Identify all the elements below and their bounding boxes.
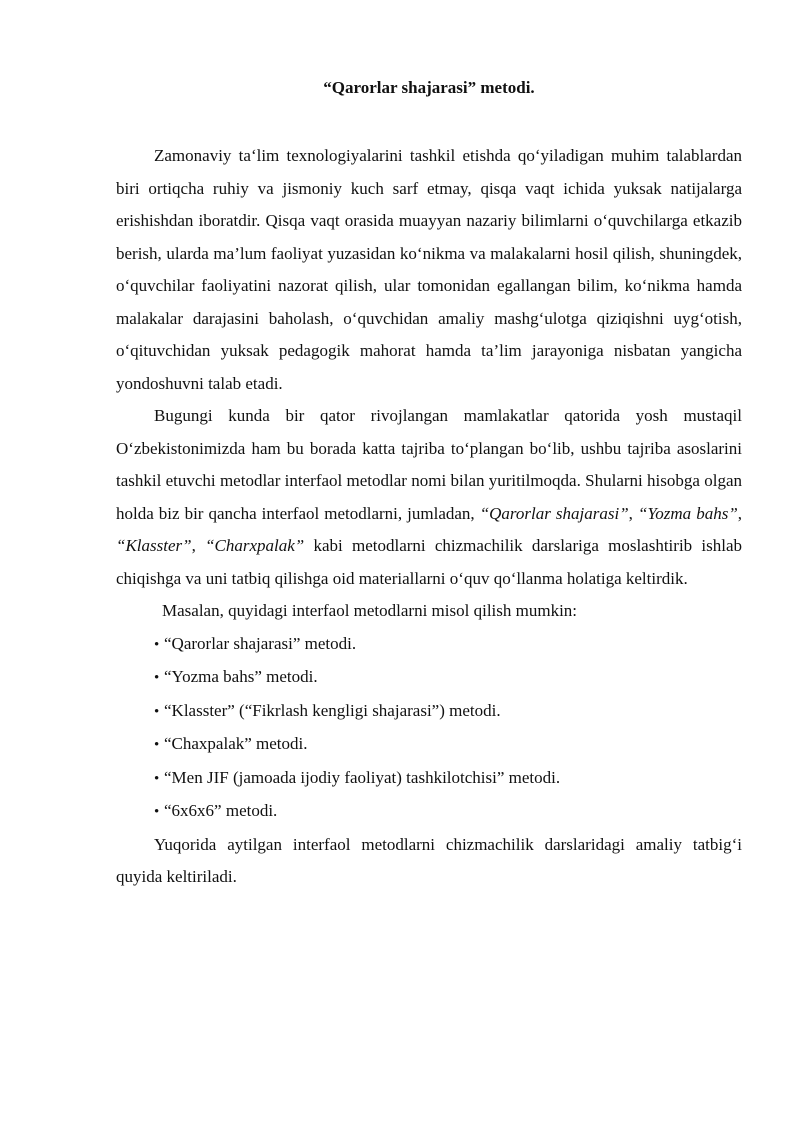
separator: ,	[737, 503, 743, 523]
list-item	[116, 661, 742, 695]
paragraph-closing: Yuqorida aytilgan interfaol metodlarni chizmachilik darslaridagi amaliy tatbig‘i quyida keltiriladi.	[116, 834, 742, 886]
list-item-text: “Yozma bahs” metodi.	[164, 667, 318, 686]
list-item-text: “6x6x6” metodi.	[164, 801, 278, 820]
list-item-text: “Chaxpalak” metodi.	[164, 734, 308, 753]
separator: ,	[628, 503, 638, 523]
list-item-text: “Men JIF (jamoada ijodiy faoliyat) tashkilotchisi” metodi.	[164, 767, 561, 787]
paragraph-interactive-methods	[116, 400, 742, 595]
bullet-icon: •	[154, 737, 160, 753]
method-name-yozma-bahs: “Yozma bahs”	[637, 503, 738, 523]
methods-list	[116, 628, 742, 829]
list-item-text: “Klasster” (“Fikrlash kengligi shajarasi”) metodi.	[164, 700, 501, 720]
method-name-charxpalak: “Charxpalak”	[205, 536, 305, 555]
bullet-icon: •	[154, 770, 160, 787]
list-item	[116, 628, 742, 662]
list-item	[116, 795, 742, 829]
method-name-qarorlar-shajarasi: “Qarorlar shajarasi”	[479, 503, 629, 523]
paragraph-intro: Zamonaviy ta‘lim texnologiyalarini tashkil etishda qo‘yiladigan muhim talablardan biri ortiqcha ruhiy va jismoniy kuch sarf etmay, qisqa vaqt ichida yuksak natijalarga erishishdan iboratdir. Qisqa vaqt orasida muayyan nazariy bilimlarni o‘quvchilarga etkazib berish, ularda ma’lum faoliyat yuzasidan ko‘nikma va malakalarni hosil qilish, shuningdek, o‘quvchilar faoliyatini nazorat qilish, ular tomonidan egallangan bilim, ko‘nikma hamda malakalar darajasini baholash, o‘quvchidan amaliy mashg‘ulotga qiziqishni uyg‘otish, o‘qituvchidan yuksak pedagogik mahorat hamda ta’lim jarayoniga nisbatan yangicha yondoshuvni talab etadi.	[116, 146, 742, 393]
bullet-icon: •	[154, 804, 160, 820]
list-intro: Masalan, quyidagi interfaol metodlarni misol qilish mumkin:	[162, 601, 578, 620]
bullet-icon: •	[154, 670, 160, 686]
document-title: “Qarorlar shajarasi” metodi.	[323, 78, 535, 97]
list-item	[116, 695, 742, 729]
bullet-icon: •	[154, 703, 160, 720]
list-item	[116, 728, 742, 762]
bullet-icon: •	[154, 636, 160, 653]
list-item	[116, 762, 742, 796]
separator: ,	[191, 536, 206, 555]
paragraph-lead-text: Bugungi kunda bir qator rivojlangan mamlakatlar qatorida yosh mustaqil O‘zbekistonimizda ham bu borada katta tajriba to‘plangan bo‘lib, ushbu tajriba asoslarini tashkil etuvchi metodlar interfaol metodlar nomi bilan yuritilmoqda. Shularni hisobga olgan holda biz bir qancha interfaol metodlarni, jumladan,	[116, 406, 742, 523]
method-name-klasster: “Klasster”	[116, 536, 192, 555]
document-page	[116, 60, 742, 894]
list-item-text: “Qarorlar shajarasi” metodi.	[164, 633, 357, 653]
paragraph-tail-text: kabi metodlarni chizmachilik darslariga moslashtirib ishlab chiqishga va uni tatbiq qilishga oid materiallarni o‘quv qo‘llanma holatiga keltirdik.	[116, 536, 742, 588]
